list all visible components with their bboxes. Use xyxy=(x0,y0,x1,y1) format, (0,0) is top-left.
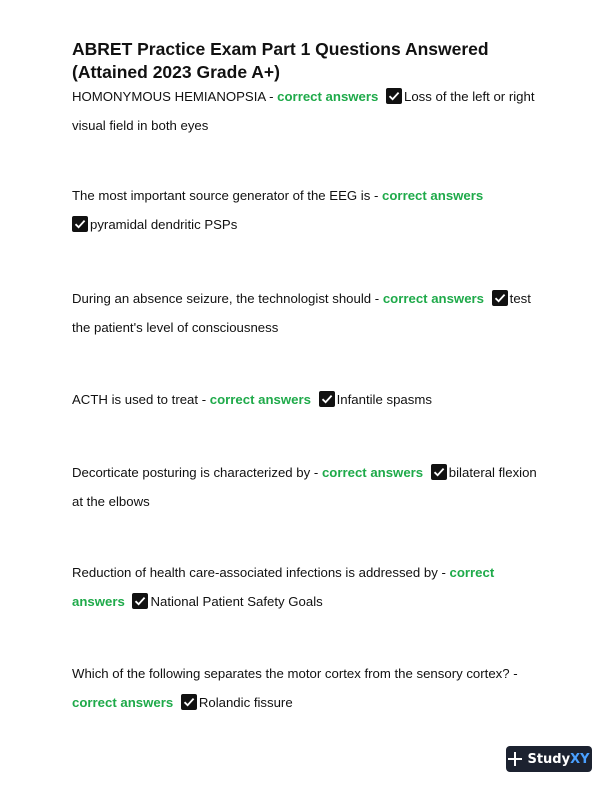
correct-answers-label: correct answers xyxy=(72,695,174,710)
studyxy-badge[interactable] xyxy=(506,746,592,772)
answer-text: Infantile spasms xyxy=(336,392,432,407)
qa-item-4 xyxy=(72,385,542,414)
correct-answers-label: correct answers xyxy=(277,89,379,104)
answer-text: Loss of the left or right visual field in both eyes xyxy=(72,89,535,133)
check-icon xyxy=(181,694,197,710)
correct-answers-label: correct answers xyxy=(72,565,495,609)
title-line-2: (Attained 2023 Grade A+) xyxy=(72,62,280,82)
correct-answers-label: correct answers xyxy=(209,392,311,407)
correct-answers-label: correct answers xyxy=(382,291,484,306)
check-icon xyxy=(386,88,402,104)
answer-text: National Patient Safety Goals xyxy=(150,594,323,609)
question-text: ACTH is used to treat - xyxy=(72,392,210,407)
document-title xyxy=(72,38,542,84)
question-text: Which of the following separates the motor cortex from the sensory cortex? - xyxy=(72,666,518,681)
check-icon xyxy=(492,290,508,306)
question-text: Reduction of health care-associated infections is addressed by - xyxy=(72,565,450,580)
answer-text: Rolandic fissure xyxy=(198,695,293,710)
qa-item-3 xyxy=(72,284,542,342)
qa-item-1 xyxy=(72,82,542,140)
question-text: During an absence seizure, the technologist should - xyxy=(72,291,383,306)
question-text: Decorticate posturing is characterized by - xyxy=(72,465,322,480)
answer-text: bilateral flexion at the elbows xyxy=(72,465,537,509)
check-icon xyxy=(72,216,88,232)
check-icon xyxy=(132,593,148,609)
badge-text-accent: XY xyxy=(570,751,590,767)
correct-answers-label: correct answers xyxy=(321,465,424,480)
question-text: The most important source generator of the EEG is - xyxy=(72,188,383,203)
qa-item-7 xyxy=(72,659,542,717)
qa-item-6 xyxy=(72,558,542,616)
qa-item-5 xyxy=(72,458,542,516)
answer-text: test the patient's level of consciousness xyxy=(72,291,531,335)
answer-text: pyramidal dendritic PSPs xyxy=(90,217,238,232)
correct-answers-label: correct answers xyxy=(382,188,484,203)
badge-text-primary: Study xyxy=(527,751,571,767)
qa-item-2 xyxy=(72,181,542,239)
plus-icon xyxy=(508,752,522,766)
check-icon xyxy=(431,464,447,480)
title-line-1: ABRET Practice Exam Part 1 Questions Answered xyxy=(72,39,489,59)
check-icon xyxy=(319,391,335,407)
question-text: HOMONYMOUS HEMIANOPSIA - xyxy=(72,89,278,104)
